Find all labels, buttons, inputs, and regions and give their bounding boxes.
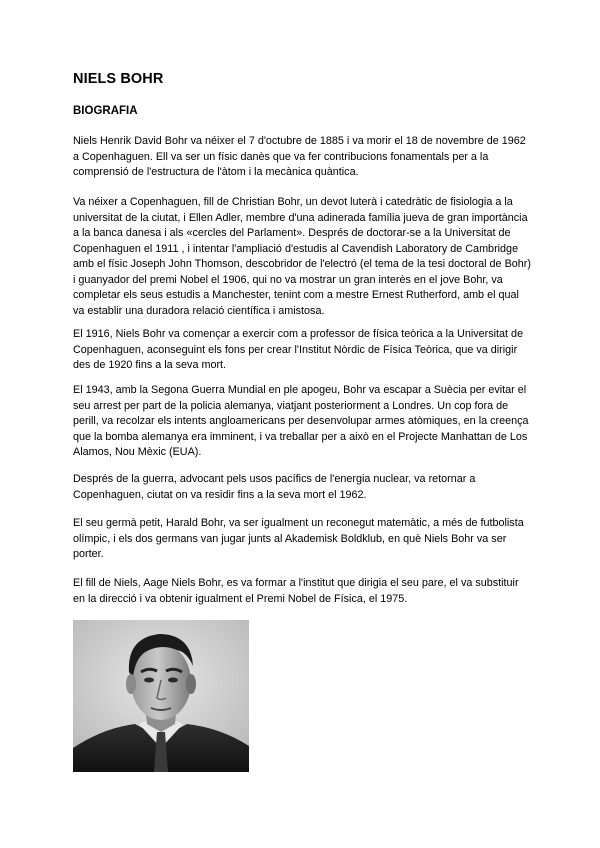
paragraph: Niels Henrik David Bohr va néixer el 7 d'octubre de 1885 i va morir el 18 de novembre de 1962 a Copenhaguen. Ell va ser un físic danès que va fer contribucions fonamentals per a la comprensió de l'estructura de l'àtom i la mecànica quàntica. xyxy=(73,135,526,178)
portrait-photo xyxy=(73,620,249,772)
paragraph: Va néixer a Copenhaguen, fill de Christian Bohr, un devot luterà i catedràtic de fisiologia a la universitat de la ciutat, i Ellen Adler, membre d'una adinerada família jueva de gran importància a la banca danesa i als «cercles del Parlament». Després de doctorar-se a la Universitat de Copenhaguen el 1911 , i intentar l'ampliació d'estudis al Cavendish Laboratory de Cambridge amb el físic Joseph John Thomson, descobridor de l'electró (el tema de la tesi doctoral de Bohr) i guanyador del premi Nobel el 1906, qui no va mostrar un gran interès en el jove Bohr, va completar els seus estudis a Manchester, tenint com a mestre Ernest Rutherford, amb el qual va establir una duradora relació científica i amistosa. xyxy=(73,196,531,317)
paragraph: El 1916, Niels Bohr va començar a exercir com a professor de física teòrica a la Universitat de Copenhaguen, aconseguint els fons per crear l'Institut Nòrdic de Física Teòrica, que va dirigir des de 1920 fins a la seva mort. xyxy=(73,328,524,371)
paragraph: Després de la guerra, advocant pels usos pacífics de l'energia nuclear, va retornar a Copenhaguen, ciutat on va residir fins a la seva mort el 1962. xyxy=(73,473,476,501)
page-title: NIELS BOHR xyxy=(73,71,164,87)
paragraph: El fill de Niels, Aage Niels Bohr, es va formar a l'institut que dirigia el seu pare, el va substituir en la direcció i va obtenir igualment el Premi Nobel de Física, el 1975. xyxy=(73,577,519,605)
paragraph: El seu germà petit, Harald Bohr, va ser igualment un reconegut matemàtic, a més de futbolista olímpic, i els dos germans van jugar junts al Akademisk Boldklub, en què Niels Bohr va ser porter. xyxy=(73,517,524,560)
paragraph: El 1943, amb la Segona Guerra Mundial en ple apogeu, Bohr va escapar a Suècia per evitar el seu arrest per part de la policia alemanya, viatjant posteriorment a Londres. Un cop fora de perill, va recolzar els intents angloamericans per desenvolupar armes atòmiques, en la creença que la bomba alemanya era imminent, i va treballar per a això en el Projecte Manhattan de Los Alamos, Nou Mèxic (EUA). xyxy=(73,384,529,458)
section-heading: BIOGRAFIA xyxy=(73,105,138,117)
